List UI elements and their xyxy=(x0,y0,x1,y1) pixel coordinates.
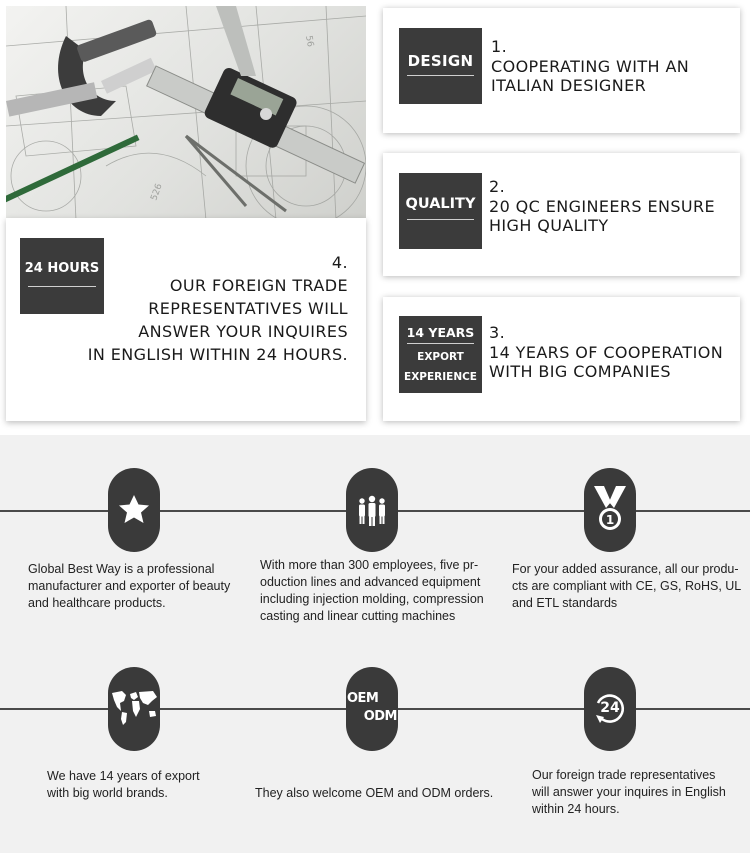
star-icon xyxy=(108,468,160,552)
description-line: With more than 300 employees, five pr- xyxy=(260,558,479,572)
design-tag xyxy=(399,28,482,104)
feature-description-export xyxy=(47,768,282,802)
description-line: will answer your inquires in English xyxy=(532,785,726,799)
description-line: including injection molding, compression xyxy=(260,592,484,606)
feature-description-response xyxy=(532,767,750,818)
description-line: manufacturer and exporter of beauty xyxy=(28,579,231,593)
hours-tag-label: 24 HOURS xyxy=(24,261,100,276)
experience-card xyxy=(383,297,740,421)
oem-text: OEM xyxy=(347,691,379,706)
description-line: casting and linear cutting machines xyxy=(260,609,456,623)
experience-headline-line: WITH BIG COMPANIES xyxy=(489,362,671,381)
oem-odm-badge xyxy=(346,667,398,751)
quality-card xyxy=(383,153,740,276)
experience-headline-number: 3. xyxy=(489,323,506,342)
description-line: Our foreign trade representatives xyxy=(532,768,716,782)
calipers-blueprint-image xyxy=(6,6,366,220)
quality-headline xyxy=(489,177,715,236)
response-headline-line: OUR FOREIGN TRADE xyxy=(169,276,348,295)
tag-divider xyxy=(407,219,474,220)
response-headline-number: 4. xyxy=(331,253,348,272)
design-headline-line: ITALIAN DESIGNER xyxy=(491,76,647,95)
description-line: They also welcome OEM and ODM orders. xyxy=(255,786,494,800)
tag-divider xyxy=(407,343,474,344)
svg-text:1: 1 xyxy=(605,513,615,527)
quality-headline-number: 2. xyxy=(489,177,506,196)
experience-tag-years: 14 YEARS xyxy=(406,325,475,340)
description-line: oduction lines and advanced equipment xyxy=(260,575,481,589)
medal-icon xyxy=(584,468,636,552)
svg-text:526: 526 xyxy=(149,182,165,203)
world-map-icon xyxy=(108,667,160,751)
design-headline xyxy=(491,37,689,96)
design-headline-line: COOPERATING WITH AN xyxy=(491,56,690,76)
design-card xyxy=(383,8,740,133)
response-headline-line: REPRESENTATIVES WILL xyxy=(148,299,348,318)
24-hours-number: 24 xyxy=(600,700,620,716)
description-line: and ETL standards xyxy=(512,596,618,610)
star-badge xyxy=(108,468,160,552)
tag-divider xyxy=(28,286,96,287)
response-time-card xyxy=(6,218,366,421)
quality-tag-label: QUALITY xyxy=(405,196,476,212)
quality-tag xyxy=(399,173,482,249)
experience-headline-line: 14 YEARS OF COOPERATION xyxy=(489,342,724,362)
experience-tag xyxy=(399,316,482,393)
design-tag-label: DESIGN xyxy=(407,52,474,70)
quality-headline-line: HIGH QUALITY xyxy=(489,216,609,235)
experience-tag-export: EXPORT xyxy=(417,351,464,363)
experience-tag-experience: EXPERIENCE xyxy=(404,371,477,383)
response-headline-line: IN ENGLISH WITHIN 24 HOURS. xyxy=(87,345,348,364)
svg-text:56: 56 xyxy=(303,34,315,48)
feature-description-oem xyxy=(255,785,494,802)
description-line: within 24 hours. xyxy=(532,802,620,816)
engineering-tools-photo xyxy=(6,6,366,220)
description-line: and healthcare products. xyxy=(28,596,166,610)
quality-headline-line: 20 QC ENGINEERS ENSURE xyxy=(489,196,716,216)
description-line: with big world brands. xyxy=(47,786,168,800)
odm-text: ODM xyxy=(363,709,397,724)
world-badge xyxy=(108,667,160,751)
description-line: cts are compliant with CE, GS, RoHS, UL xyxy=(512,579,742,593)
feature-description-company xyxy=(28,561,263,612)
description-line: For your added assurance, all our produ- xyxy=(512,562,739,576)
features-bottom-section xyxy=(0,435,750,853)
team-badge xyxy=(346,468,398,552)
team-icon xyxy=(346,468,398,552)
description-line: Global Best Way is a professional xyxy=(28,562,215,576)
24-hours-badge xyxy=(584,667,636,751)
experience-headline xyxy=(489,323,723,382)
description-line: We have 14 years of export xyxy=(47,769,200,783)
response-headline-line: ANSWER YOUR INQUIRES xyxy=(138,322,348,341)
tag-divider xyxy=(407,75,474,76)
design-headline-number: 1. xyxy=(491,37,508,56)
feature-description-production xyxy=(260,557,495,625)
medal-badge xyxy=(584,468,636,552)
response-time-headline xyxy=(88,251,348,366)
feature-description-standards xyxy=(512,561,747,612)
